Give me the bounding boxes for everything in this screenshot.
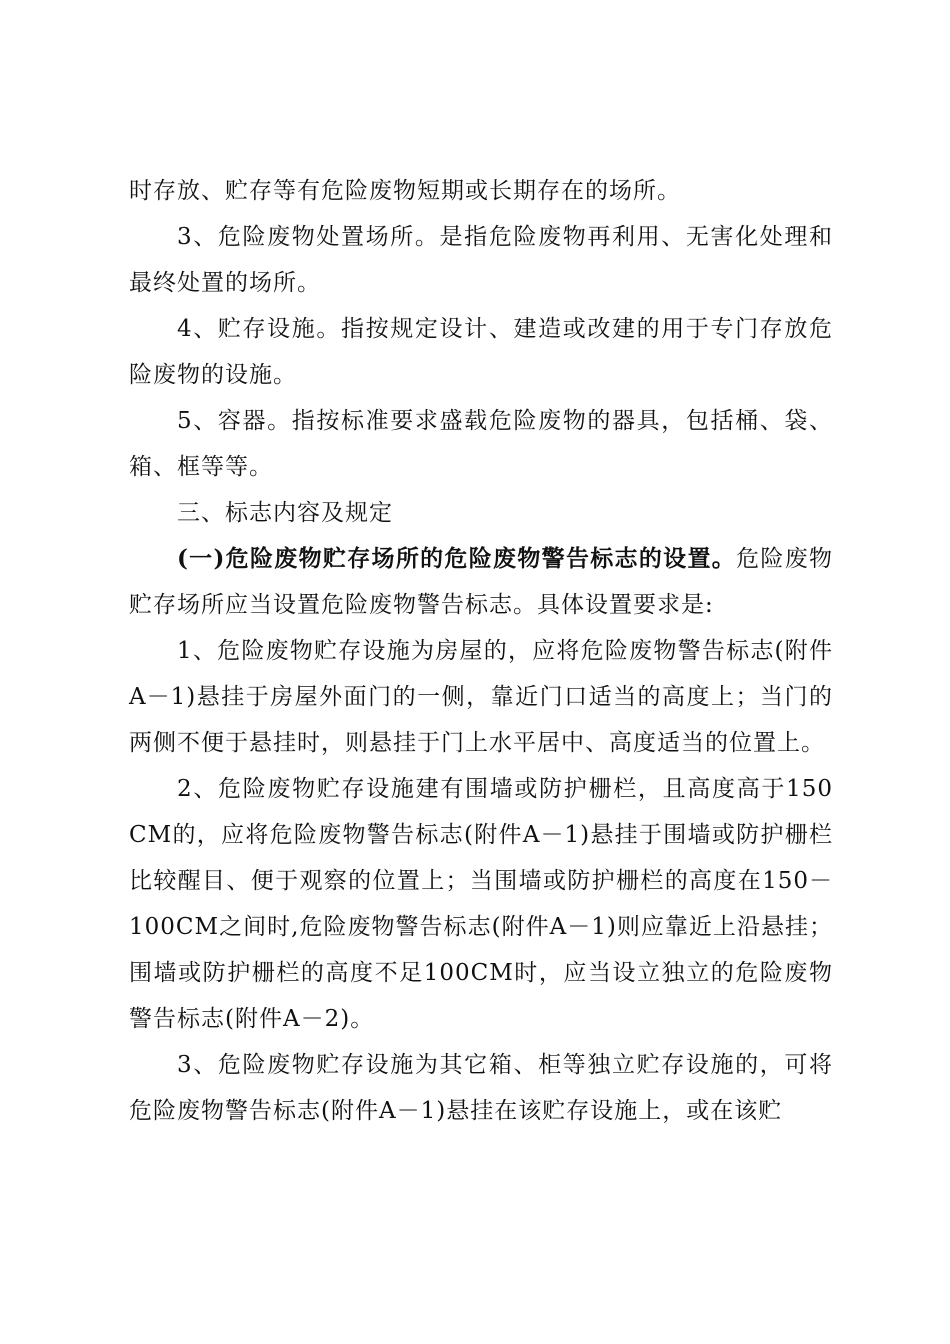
paragraph-rule-house: 1、危险废物贮存设施为房屋的，应将危险废物警告标志(附件 A－1)悬挂于房屋外面门的一侧，靠近门口适当的高度上；当门的两侧不便于悬挂时，则悬挂于门上水平居中、高度适当的位置上。	[129, 638, 833, 756]
section-heading: 三、标志内容及规定	[177, 500, 393, 526]
paragraph-rule-fence: 2、危险废物贮存设施建有围墙或防护栅栏，且高度高于150CM的，应将危险废物警告标志(附件A－1)悬挂于围墙或防护栅栏比较醒目、便于观察的位置上；当围墙或防护栅栏的高度在150－100CM之间时,危险废物警告标志(附件A－1)则应靠近上沿悬挂；围墙或防护栅栏的高度不足100CM时，应当设立独立的危险废物警告标志(附件A－2)。	[129, 776, 833, 1032]
paragraph-storage-facility: 4、贮存设施。指按规定设计、建造或改建的用于专门存放危险废物的设施。	[129, 316, 833, 388]
subsection-body: 危险废物贮存场所应当设置危险废物警告标志。具体设置要求是:	[129, 546, 834, 618]
document-body	[129, 168, 833, 1134]
paragraph-continuation: 时存放、贮存等有危险废物短期或长期存在的场所。	[129, 178, 681, 204]
subsection-heading: (一)危险废物贮存场所的危险废物警告标志的设置。	[177, 545, 737, 572]
paragraph-rule-cabinet: 3、危险废物贮存设施为其它箱、柜等独立贮存设施的，可将危险废物警告标志(附件A－1)悬挂在该贮存设施上，或在该贮	[129, 1052, 833, 1124]
paragraph-warning-sign-setup	[129, 536, 833, 628]
paragraph-container: 5、容器。指按标准要求盛载危险废物的器具，包括桶、袋、箱、框等等。	[129, 408, 833, 480]
paragraph-disposal-site: 3、危险废物处置场所。是指危险废物再利用、无害化处理和最终处置的场所。	[129, 224, 833, 296]
